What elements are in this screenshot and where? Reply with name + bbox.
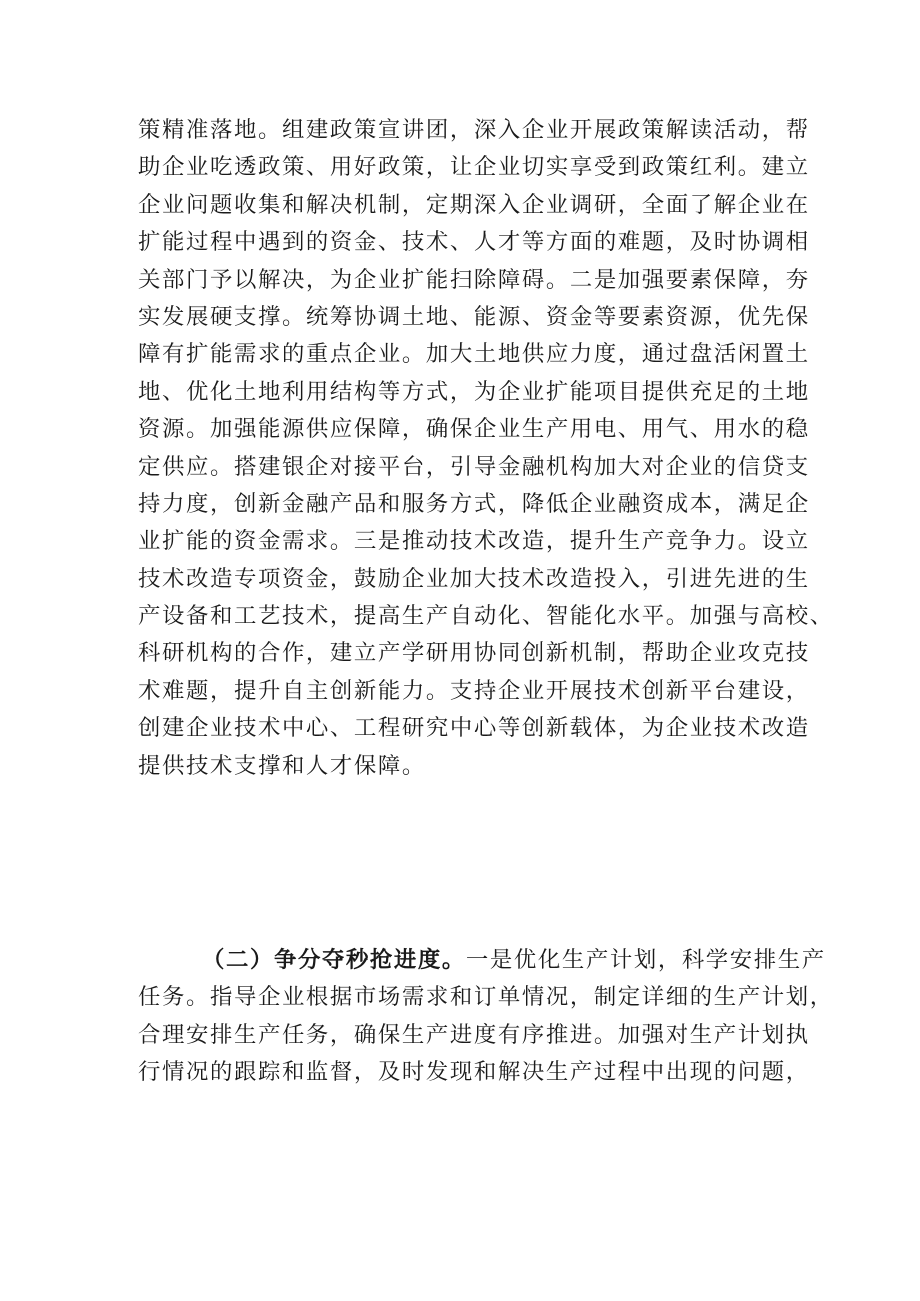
paragraph-line: 关部门予以解决，为企业扩能扫除障碍。二是加强要素保障，夯 [138,266,810,293]
paragraph-line: 实发展硬支撑。统筹协调土地、能源、资金等要素资源，优先保 [138,303,810,330]
paragraph-line: 障有扩能需求的重点企业。加大土地供应力度，通过盘活闲置土 [138,341,810,368]
paragraph-line: 地、优化土地利用结构等方式，为企业扩能项目提供充足的土地 [138,378,810,405]
paragraph-line: 任务。指导企业根据市场需求和订单情况，制定详细的生产计划， [138,984,834,1011]
paragraph-line-rest: 一是优化生产计划，科学安排生产 [465,947,826,973]
paragraph-2 [138,942,834,1092]
paragraph-line: 提供技术支撑和人才保障。 [138,752,426,779]
paragraph-line: 策精准落地。组建政策宣讲团，深入企业开展政策解读活动，帮 [138,117,810,143]
paragraph-line: 助企业吃透政策、用好政策，让企业切实享受到政策红利。建立 [138,154,810,181]
paragraph-line: 创建企业技术中心、工程研究中心等创新载体，为企业技术改造 [138,715,810,742]
paragraph-line: 技术改造专项资金，鼓励企业加大技术改造投入，引进先进的生 [138,565,810,592]
paragraph-first-line [138,942,826,979]
paragraph-1 [138,112,834,785]
paragraph-line: 术难题，提升自主创新能力。支持企业开展技术创新平台建设， [138,677,810,704]
paragraph-line: 合理安排生产任务，确保生产进度有序推进。加强对生产计划执 [138,1021,810,1048]
paragraph-line: 扩能过程中遇到的资金、技术、人才等方面的难题，及时协调相 [138,229,810,256]
paragraph-line: 定供应。搭建银企对接平台，引导金融机构加大对企业的信贷支 [138,453,810,480]
paragraph-line: 业扩能的资金需求。三是推动技术改造，提升生产竞争力。设立 [138,528,810,555]
paragraph-line: 行情况的跟踪和监督，及时发现和解决生产过程中出现的问题， [138,1059,810,1086]
paragraph-line: 科研机构的合作，建立产学研用协同创新机制，帮助企业攻克技 [138,640,810,667]
section-heading: （二）争分夺秒抢进度。 [202,947,466,973]
paragraph-line: 持力度，创新金融产品和服务方式，降低企业融资成本，满足企 [138,490,810,517]
paragraph-line: 资源。加强能源供应保障，确保企业生产用电、用气、用水的稳 [138,416,810,443]
paragraph-line: 企业问题收集和解决机制，定期深入企业调研，全面了解企业在 [138,191,810,218]
paragraph-line: 产设备和工艺技术，提高生产自动化、智能化水平。加强与高校、 [138,603,834,630]
